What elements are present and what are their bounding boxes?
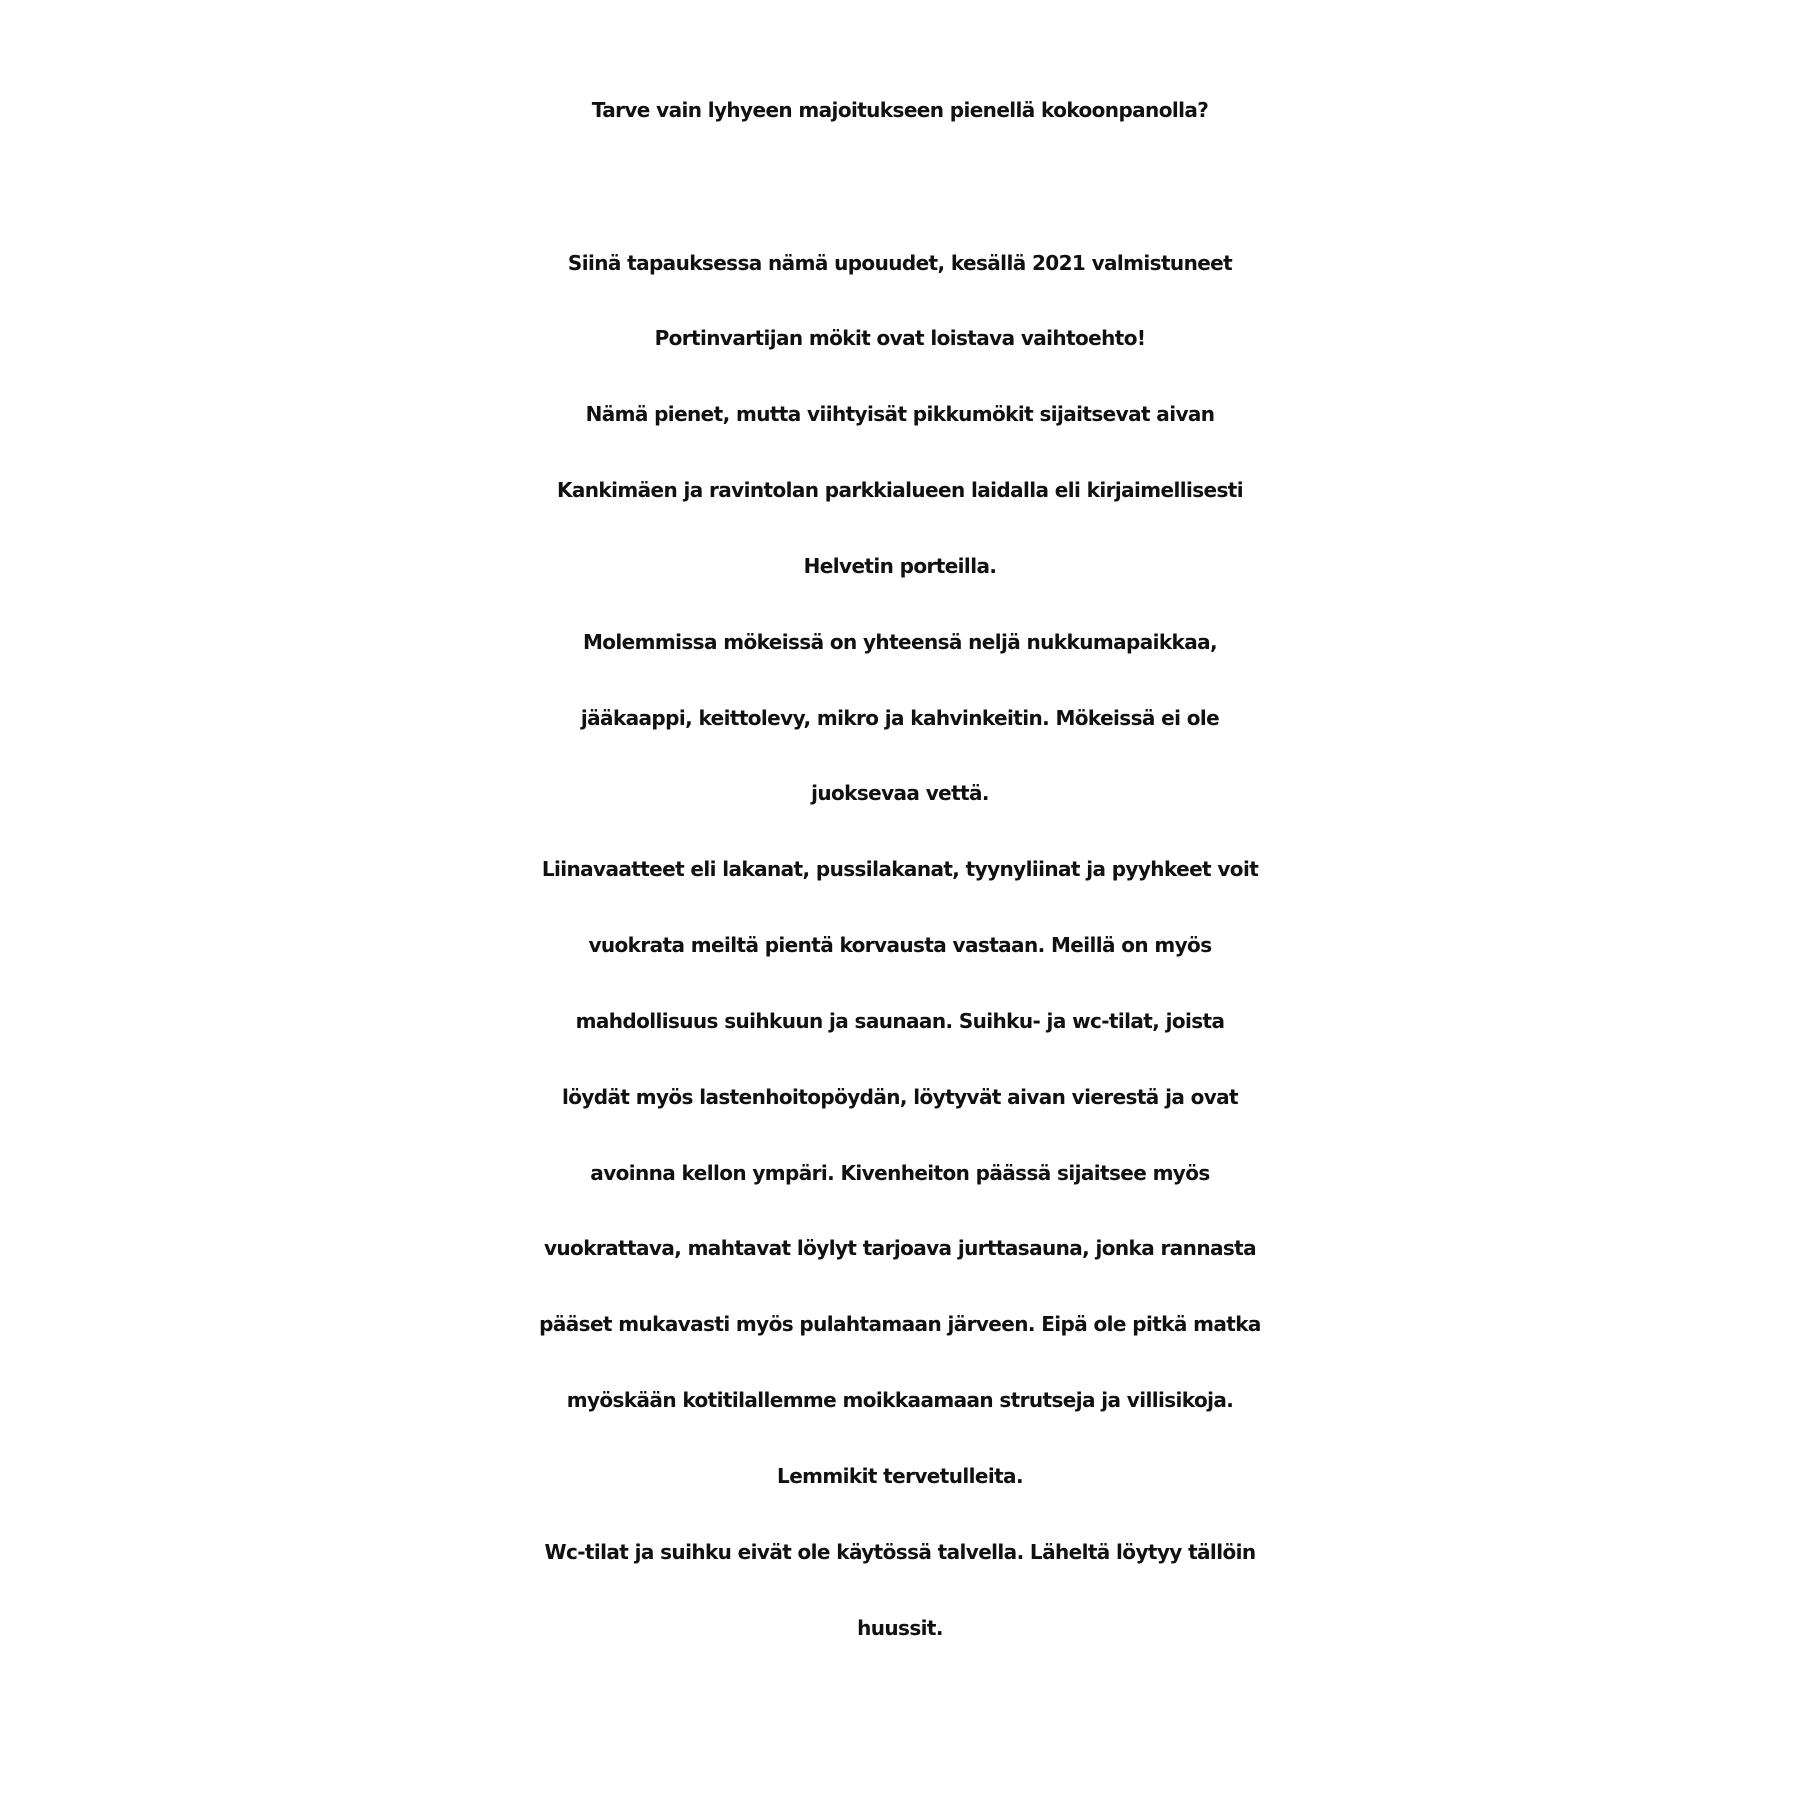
text-line: mahdollisuus suihkuun ja saunaan. Suihku- ja wc-tilat, joista — [575, 1009, 1225, 1033]
text-line: Lemmikit tervetulleita. — [777, 1464, 1023, 1488]
text-line: Nämä pienet, mutta viihtyisät pikkumökit sijaitsevat aivan — [585, 402, 1215, 426]
text-line: juoksevaa vettä. — [811, 781, 989, 805]
text-line: Wc-tilat ja suihku eivät ole käytössä talvella. Läheltä löytyy tällöin — [544, 1540, 1256, 1564]
text-line: pääset mukavasti myös pulahtamaan järveen. Eipä ole pitkä matka — [539, 1312, 1261, 1336]
text-line: Siinä tapauksessa nämä upouudet, kesällä 2021 valmistuneet — [567, 251, 1233, 275]
text-line: Portinvartijan mökit ovat loistava vaihtoehto! — [654, 326, 1146, 350]
text-line: huussit. — [857, 1616, 943, 1640]
text-line: Molemmissa mökeissä on yhteensä neljä nukkumapaikkaa, — [582, 630, 1218, 654]
text-line: vuokrata meiltä pientä korvausta vastaan. Meillä on myös — [588, 933, 1212, 957]
text-line: myöskään kotitilallemme moikkaamaan strutseja ja villisikoja. — [566, 1388, 1234, 1412]
text-line: Helvetin porteilla. — [803, 554, 997, 578]
text-line: Kankimäen ja ravintolan parkkialueen laidalla eli kirjaimellisesti — [556, 478, 1244, 502]
text-line: vuokrattava, mahtavat löylyt tarjoava jurttasauna, jonka rannasta — [543, 1236, 1257, 1260]
text-line: löydät myös lastenhoitopöydän, löytyvät aivan vierestä ja ovat — [561, 1085, 1239, 1109]
text-line: jääkaappi, keittolevy, mikro ja kahvinkeitin. Mökeissä ei ole — [580, 706, 1220, 730]
heading: Tarve vain lyhyeen majoitukseen pienellä kokoonpanolla? — [591, 98, 1209, 122]
text-line: avoinna kellon ympäri. Kivenheiton päässä sijaitsee myös — [590, 1161, 1210, 1185]
text-line: Liinavaatteet eli lakanat, pussilakanat, tyynyliinat ja pyyhkeet voit — [541, 857, 1259, 881]
